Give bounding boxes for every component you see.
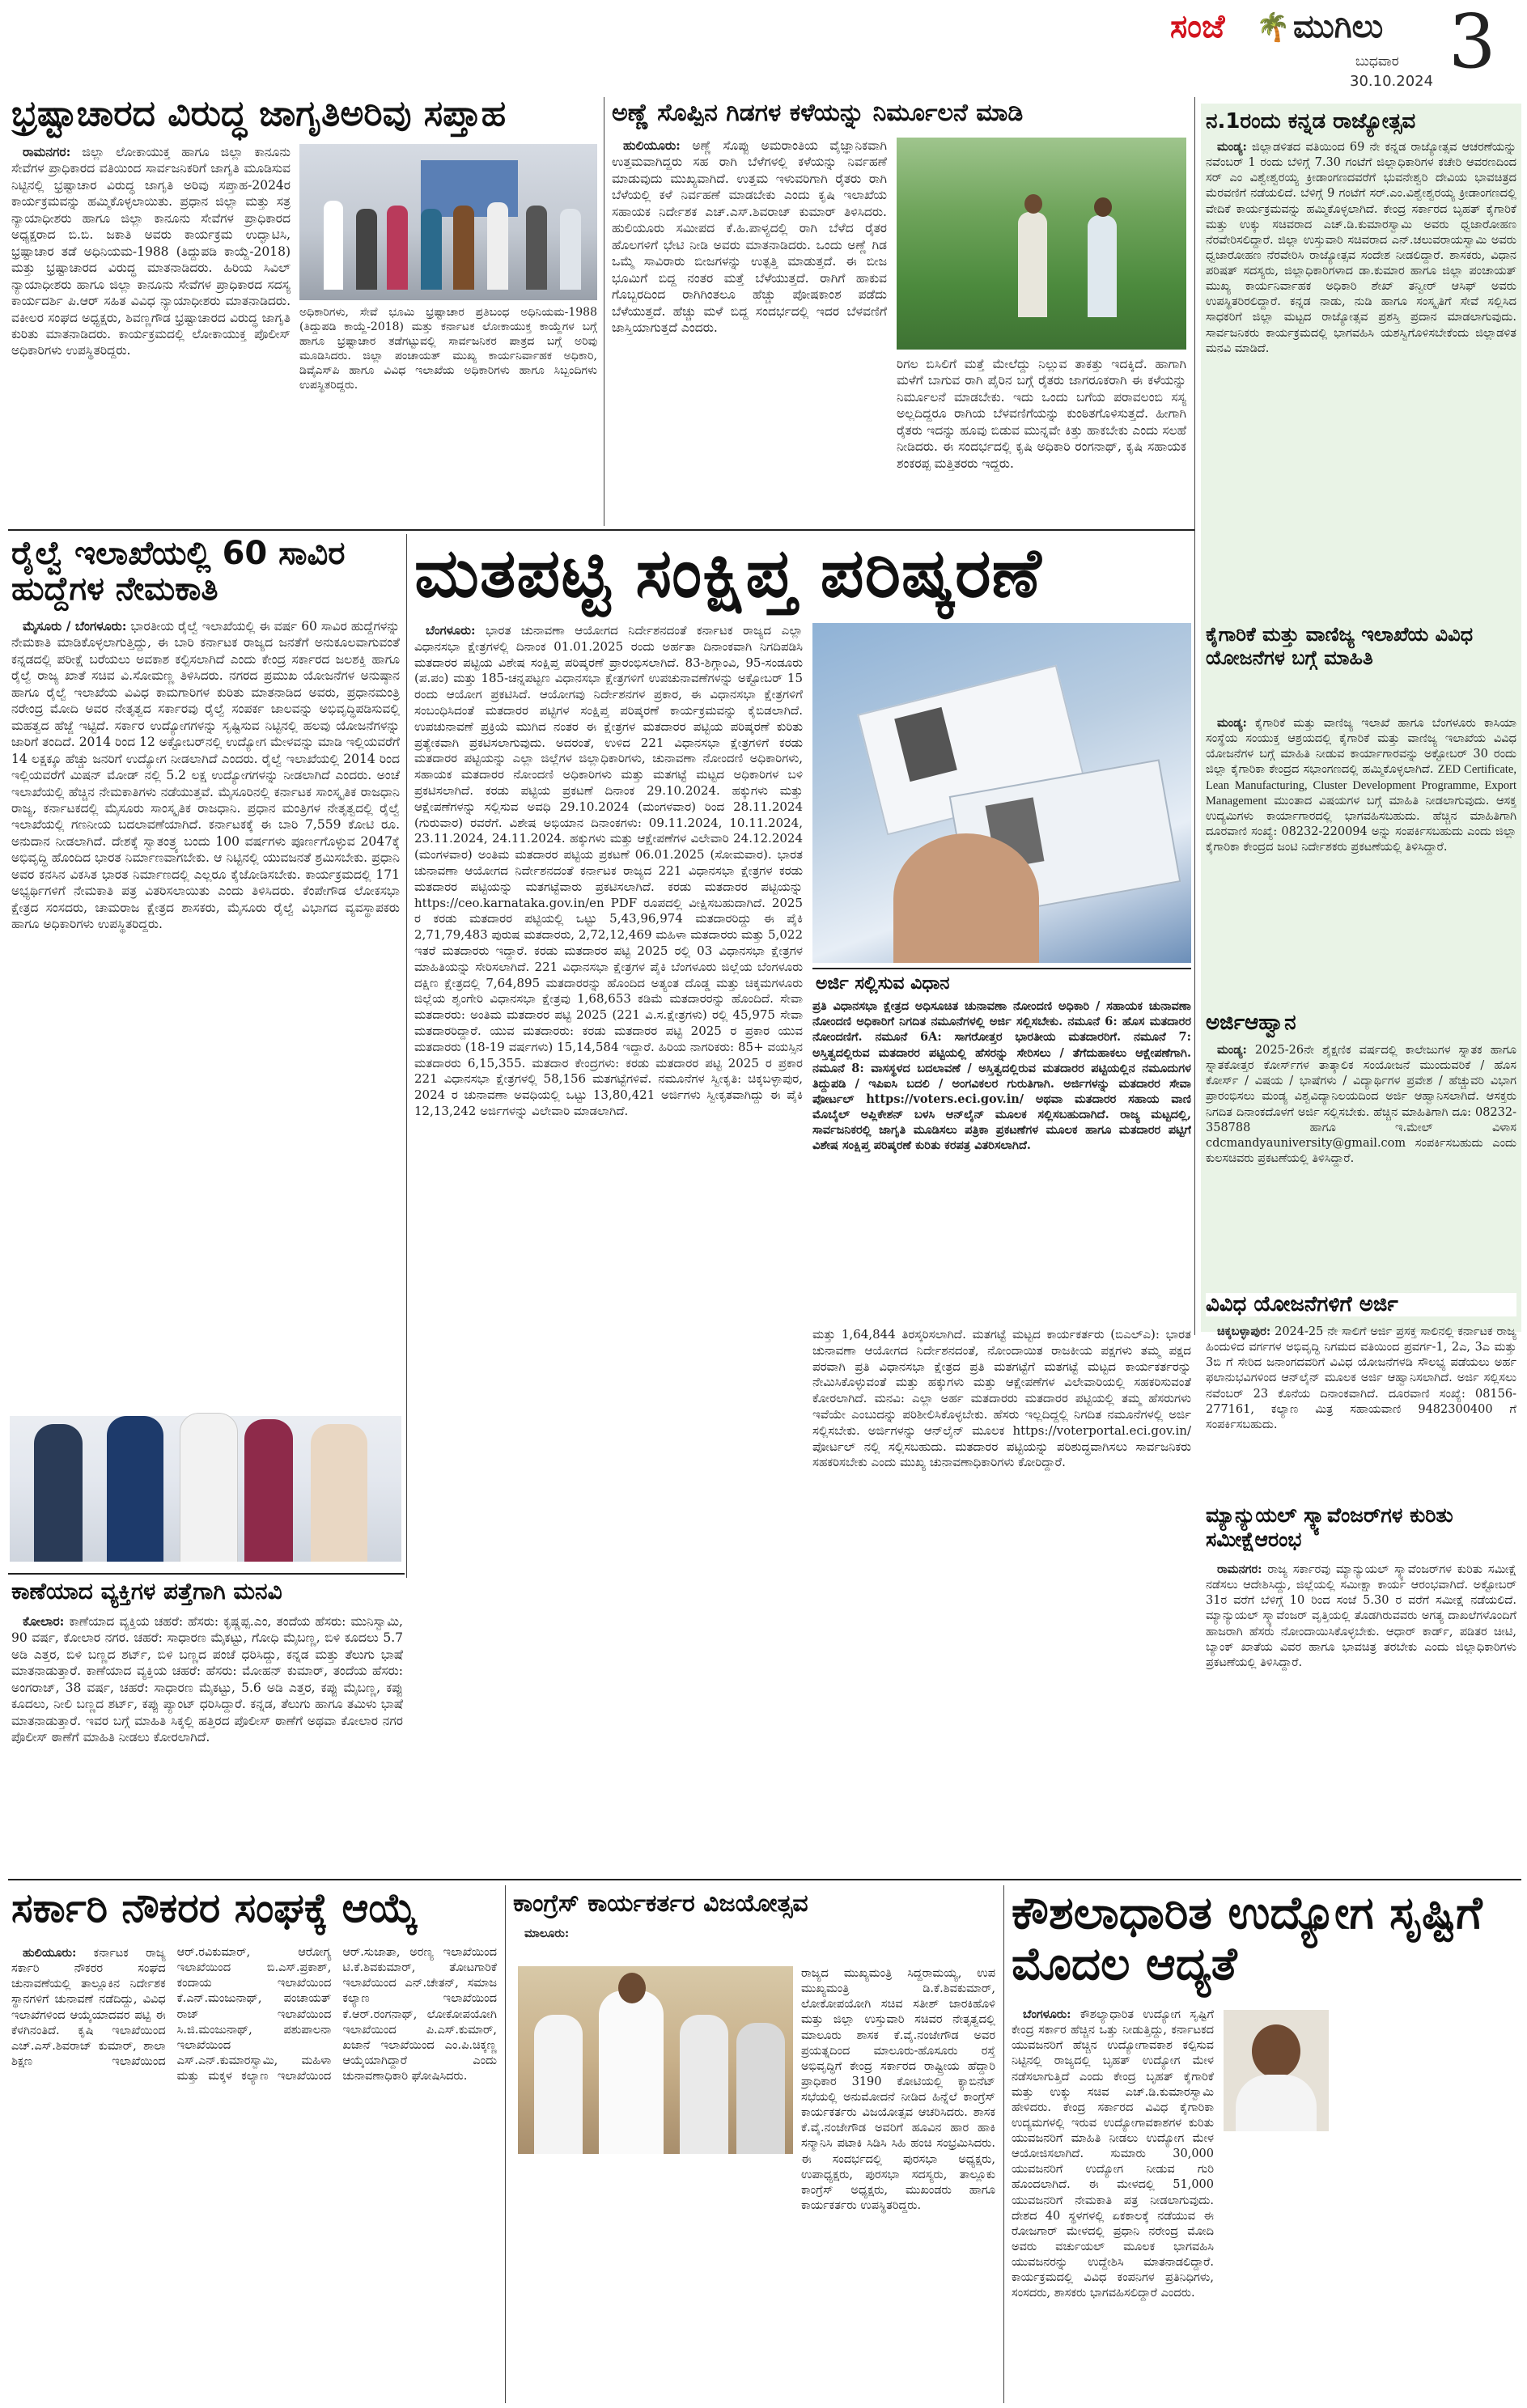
applications-body bbox=[1206, 1042, 1516, 1285]
applications-body-text: 2025-26ನೇ ಶೈಕ್ಷಣಿಕ ವರ್ಷದಲ್ಲಿ ಕಾಲೇಜುಗಳ ಸ್ನಾತಕ ಹಾಗೂ ಸ್ನಾತಕೋತ್ತರ ಕೋರ್ಸ್‌ಗಳ ತಾತ್ಕಾಲಿಕ ಸಂಯೋಜನೆ ಮುಂದುವರಿಕೆ / ಹೊಸ ಕೋರ್ಸ್ / ವಿಷಯ / ಭಾಷೆಗಳು / ವಿದ್ಯಾರ್ಥಿಗಳ ಪ್ರವೇಶ / ಹೆಚ್ಚುವರಿ ವಿಭಾಗ ಪ್ರಾರಂಭಿಸಲು ಮಂಡ್ಯ ವಿಶ್ವವಿದ್ಯಾನಿಲಯದಿಂದ ಅರ್ಜಿ ಆಹ್ವಾನಿಸಲಾಗಿದೆ. ಆಸಕ್ತರು ನಿಗದಿತ ದಿನಾಂಕದೊಳಗೆ ಅರ್ಜಿ ಸಲ್ಲಿಸಬೇಕು. ಹೆಚ್ಚಿನ ಮಾಹಿತಿಗಾಗಿ ದೂ: 08232-358788 ಹಾಗೂ ಇ.ಮೇಲ್ ವಿಳಾಸ cdcmandyauniversity@gmail.com ಸಂಪರ್ಕಿಸಬಹುದು ಎಂದು ಕುಲಸಚಿವರು ಪ್ರಕಟಣೆಯಲ್ಲಿ ತಿಳಿಸಿದ್ದಾರೆ. bbox=[1206, 1044, 1516, 1165]
column-divider bbox=[1003, 1885, 1004, 2403]
railway-body-text: ಭಾರತೀಯ ರೈಲ್ವೆ ಇಲಾಖೆಯಲ್ಲಿ ಈ ವರ್ಷ 60 ಸಾವಿರ ಹುದ್ದೆಗಳನ್ನು ನೇಮಕಾತಿ ಮಾಡಿಕೊಳ್ಳಲಾಗುತ್ತಿದ್ದು, ಈ ಬಾರಿ ಕರ್ನಾಟಕ ರಾಜ್ಯದ ಜನತೆಗೆ ಅನುಕೂಲವಾಗುವಂತೆ ಕನ್ನಡದಲ್ಲಿ ಪರೀಕ್ಷೆ ಬರೆಯಲು ಅವಕಾಶ ಕಲ್ಪಿಸಲಾಗಿದೆ ಎಂದು ಕೇಂದ್ರ ಸರ್ಕಾರದ ಜಲಶಕ್ತಿ ಹಾಗೂ ರೈಲ್ವೆ ರಾಜ್ಯ ಖಾತೆ ಸಚಿವ ವಿ.ಸೋಮಣ್ಣ ತಿಳಿಸಿದರು. ನಗರದ ಪ್ರಮುಖ ಯೋಜನೆಗಳ ಅನುಷ್ಠಾನ ಹಾಗೂ ರೈಲ್ವೆ ಇಲಾಖೆಯ ವಿವಿಧ ಕಾಮಗಾರಿಗಳ ಕುರಿತು ಮಾತನಾಡಿದ ಅವರು, ಪ್ರಧಾನಮಂತ್ರಿ ನರೇಂದ್ರ ಮೋದಿ ಅವರ ನೇತೃತ್ವದ ಸರ್ಕಾರವು ರೈಲ್ವೆ ಸಂಪರ್ಕ ಜಾಲವನ್ನು ಅಭಿವೃದ್ಧಿಪಡಿಸುವಲ್ಲಿ ಮಹತ್ವದ ಹೆಜ್ಜೆ ಇಟ್ಟಿದೆ. ಸರ್ಕಾರ ಉದ್ಯೋಗಗಳನ್ನು ಸೃಷ್ಟಿಸುವ ನಿಟ್ಟಿನಲ್ಲಿ ಹಲವು ಯೋಜನೆಗಳನ್ನು ಜಾರಿಗೆ ತಂದಿದೆ. 2014 ರಿಂದ 12 ಅಕ್ಟೋಬರ್‌ನಲ್ಲಿ ಉದ್ಯೋಗ ಮೇಳವನ್ನು ಮಾಡಿ ಇಲ್ಲಿಯವರೆಗೆ 14 ಲಕ್ಷಕ್ಕೂ ಹೆಚ್ಚು ಜನರಿಗೆ ಉದ್ಯೋಗ ನೀಡಲಾಗಿದೆ ಎಂದರು. ರೈಲ್ವೆ ಇಲಾಖೆಯಲ್ಲಿ 2014 ರಿಂದ ಇಲ್ಲಿಯವರೆಗೆ ಮಿಷನ್ ಮೋಡ್ ನಲ್ಲಿ 5.2 ಲಕ್ಷ ಉದ್ಯೋಗಗಳನ್ನು ನೀಡಲಾಗಿದೆ ಎಂದರು. ಅಂಚೆ ಇಲಾಖೆಯಲ್ಲಿ ಹೆಚ್ಚಿನ ನೇಮಕಾತಿಗಳು ನಡೆಯುತ್ತವೆ. ಮೈಸೂರಿನಲ್ಲಿ ಕರ್ನಾಟಕ ಸಾಂಸ್ಕೃತಿಕ ರಾಜಧಾನಿ ರಾಜ್ಯ, ಕರ್ನಾಟಕದಲ್ಲಿ ಮೈಸೂರು ಸಾಂಸ್ಕೃತಿಕ ರಾಜಧಾನಿ. ಪ್ರಧಾನ ಮಂತ್ರಿಗಳ ನೇತೃತ್ವದಲ್ಲಿ ರೈಲ್ವೆ ಇಲಾಖೆಯಲ್ಲಿ ಗಣನೀಯ ಬದಲಾವಣೆಯಾಗಿದೆ. ಕರ್ನಾಟಕಕ್ಕೆ ಈ ಬಾರಿ 7,559 ಕೋಟಿ ರೂ. ಅನುದಾನ ನೀಡಲಾಗಿದೆ. ದೇಶಕ್ಕೆ ಸ್ವಾತಂತ್ರ್ಯ ಬಂದು 100 ವರ್ಷಗಳು ಪೂರ್ಣಗೊಳ್ಳುವ 2047ಕ್ಕೆ ಅಭಿವೃದ್ಧಿ ಹೊಂದಿದ ಭಾರತ ನಿರ್ಮಾಣವಾಗಬೇಕು. ಆ ನಿಟ್ಟಿನಲ್ಲಿ ಯುವಜನತೆ ಶ್ರಮಿಸಬೇಕು. ಪ್ರಧಾನಿ ಅವರ ಕನಸಿನ ವಿಕಸಿತ ಭಾರತ ನಿರ್ಮಾಣದಲ್ಲಿ ಎಲ್ಲರೂ ಕೈಜೋಡಿಸಬೇಕು. ಕಾರ್ಯಕ್ರಮದಲ್ಲಿ 171 ಅಭ್ಯರ್ಥಿಗಳಿಗೆ ನೇಮಕಾತಿ ಪತ್ರ ವಿತರಿಸಲಾಯಿತು ಎಂದು ತಿಳಿಸಿದರು. ಕೆಂಪೇಗೌಡ ಲೋಕಸಭಾ ಕ್ಷೇತ್ರದ ಸಂಸದರು, ಚಾಮರಾಜ ಕ್ಷೇತ್ರದ ಶಾಸಕರು, ಮೈಸೂರು ರೈಲ್ವೆ ವಿಭಾಗದ ವ್ಯವಸ್ಥಾಪಕರು ಹಾಗೂ ಅಧಿಕಾರಿಗಳು ಉಪಸ್ಥಿತರಿದ್ದರು. bbox=[11, 619, 400, 932]
skills-body-text: ಕೌಶಲ್ಯಾಧಾರಿತ ಉದ್ಯೋಗ ಸೃಷ್ಟಿಗೆ ಕೇಂದ್ರ ಸರ್ಕಾರ ಹೆಚ್ಚಿನ ಒತ್ತು ನೀಡುತ್ತಿದ್ದು, ಕರ್ನಾಟಕದ ಯುವಜನರಿಗೆ ಹೆಚ್ಚಿನ ಉದ್ಯೋಗಾವಕಾಶ ಕಲ್ಪಿಸುವ ನಿಟ್ಟಿನಲ್ಲಿ ರಾಜ್ಯದಲ್ಲಿ ಬೃಹತ್ ಉದ್ಯೋಗ ಮೇಳ ನಡೆಸಲಾಗುತ್ತಿದೆ ಎಂದು ಕೇಂದ್ರ ಬೃಹತ್ ಕೈಗಾರಿಕೆ ಮತ್ತು ಉಕ್ಕು ಸಚಿವ ಎಚ್.ಡಿ.ಕುಮಾರಸ್ವಾಮಿ ಹೇಳಿದರು. ಕೇಂದ್ರ ಸರ್ಕಾರದ ವಿವಿಧ ಕೈಗಾರಿಕಾ ಉದ್ಯಮಗಳಲ್ಲಿ ಇರುವ ಉದ್ಯೋಗಾವಕಾಶಗಳ ಕುರಿತು ಯುವಜನರಿಗೆ ಮಾಹಿತಿ ನೀಡಲು ಉದ್ಯೋಗ ಮೇಳ ಆಯೋಜಿಸಲಾಗಿದೆ. ಸುಮಾರು 30,000 ಯುವಜನರಿಗೆ ಉದ್ಯೋಗ ನೀಡುವ ಗುರಿ ಹೊಂದಲಾಗಿದೆ. ಈ ಮೇಳದಲ್ಲಿ 51,000 ಯುವಜನರಿಗೆ ನೇಮಕಾತಿ ಪತ್ರ ನೀಡಲಾಗುವುದು. ದೇಶದ 40 ಸ್ಥಳಗಳಲ್ಲಿ ಏಕಕಾಲಕ್ಕೆ ನಡೆಯುವ ಈ ರೋಜಗಾರ್ ಮೇಳದಲ್ಲಿ ಪ್ರಧಾನಿ ನರೇಂದ್ರ ಮೋದಿ ಅವರು ವರ್ಚುಯಲ್ ಮೂಲಕ ಭಾಗವಹಿಸಿ ಯುವಜನರನ್ನು ಉದ್ದೇಶಿಸಿ ಮಾತನಾಡಲಿದ್ದಾರೆ. ಕಾರ್ಯಕ್ರಮದಲ್ಲಿ ವಿವಿಧ ಕಂಪನಿಗಳ ಪ್ರತಿನಿಧಿಗಳು, ಸಂಸದರು, ಶಾಸಕರು ಭಾಗವಹಿಸಲಿದ್ದಾರೆ ಎಂದರು. bbox=[1012, 2008, 1214, 2300]
govt-employees-headline: ಸರ್ಕಾರಿ ನೌಕರರ ಸಂಘಕ್ಕೆ ಆಯ್ಕೆ bbox=[11, 1884, 418, 1931]
schemes-headline: ವಿವಿಧ ಯೋಜನೆಗಳಿಗೆ ಅರ್ಜಿ bbox=[1206, 1293, 1516, 1316]
weed-dateline: ಹುಲಿಯೂರು: bbox=[623, 138, 681, 153]
govt-employees-body bbox=[11, 1945, 497, 2398]
railway-body bbox=[11, 618, 400, 1346]
congress-dateline: ಮಾಲೂರು: bbox=[524, 1927, 570, 1940]
section-divider bbox=[8, 1879, 1521, 1880]
masthead-day: ಬುಧವಾರ bbox=[1355, 53, 1399, 70]
masthead-logo bbox=[1165, 3, 1440, 55]
congress-body-top bbox=[513, 1926, 995, 1963]
rajyotsava-headline: ನ.1ರಂದು ಕನ್ನಡ ರಾಜ್ಯೋತ್ಸವ bbox=[1206, 109, 1416, 134]
applications-headline: ಅರ್ಜಿಆಹ್ವಾನ bbox=[1206, 1011, 1296, 1035]
commerce-dateline: ಮಂಡ್ಯ: bbox=[1217, 716, 1247, 730]
voter-list-headline: ಮತಪಟ್ಟಿ ಸಂಕ್ಷಿಪ್ತ ಪರಿಷ್ಕರಣೆ bbox=[414, 533, 1042, 613]
manual-scavenger-body bbox=[1206, 1562, 1516, 1869]
column-divider bbox=[1194, 97, 1195, 1335]
voter-list-body-col3: ಮತ್ತು 1,64,844 ತಿರಸ್ಕರಿಸಲಾಗಿದೆ. ಮತಗಟ್ಟೆ ಮಟ್ಟದ ಕಾರ್ಯಕರ್ತರು (ಬಿಎಲ್‌ಎ): ಭಾರತ ಚುನಾವಣಾ ಆಯೋಗದ ನಿರ್ದೇಶನದಂತೆ, ನೋಂದಾಯಿತ ರಾಜಕೀಯ ಪಕ್ಷಗಳು ತಮ್ಮ ಪಕ್ಷದ ಪರವಾಗಿ ಪ್ರತಿ ವಿಧಾನಸಭಾ ಕ್ಷೇತ್ರದ ಪ್ರತಿ ಮತಗಟ್ಟೆಗೆ ಮತಗಟ್ಟೆ ಮಟ್ಟದ ಕಾರ್ಯಕರ್ತರನ್ನು ನೇಮಿಸಿಕೊಳ್ಳುವಂತೆ ಮತ್ತು ಹಕ್ಕುಗಳು ಮತ್ತು ಆಕ್ಷೇಪಣೆಗಳ ವಿಲೇವಾರಿಯಲ್ಲಿ ಸಹಕರಿಸುವಂತೆ ಕೋರಲಾಗಿದೆ. ಮನವಿ: ಎಲ್ಲಾ ಅರ್ಹ ಮತದಾರರು ಮತದಾರರ ಪಟ್ಟಿಯಲ್ಲಿ ತಮ್ಮ ಹೆಸರುಗಳು ಇವೆಯೇ ಎಂಬುದನ್ನು ಪರಿಶೀಲಿಸಿಕೊಳ್ಳಬೇಕು. ಹೆಸರು ಇಲ್ಲದಿದ್ದಲ್ಲಿ ನಿಗದಿತ ನಮೂನೆಗಳಲ್ಲಿ ಅರ್ಜಿ ಸಲ್ಲಿಸಬೇಕು. ಅರ್ಜಿಗಳನ್ನು ಆನ್‌ಲೈನ್ ಮೂಲಕ https://voterportal.eci.gov.in/ ಪೋರ್ಟಲ್ ನಲ್ಲಿ ಸಲ್ಲಿಸಬಹುದು. ಮತದಾರರ ಪಟ್ಟಿಯನ್ನು ಪರಿಶುದ್ಧವಾಗಿಸಲು ಸಾರ್ವಜನಿಕರು ಸಹಕರಿಸಬೇಕು ಎಂದು ಮುಖ್ಯ ಚುನಾವಣಾಧಿಕಾರಿಗಳು ಕೋರಿದ್ದಾರೆ. bbox=[812, 1327, 1191, 1470]
rajyotsava-body bbox=[1206, 139, 1516, 617]
corruption-dateline: ರಾಮನಗರ: bbox=[23, 144, 71, 159]
commerce-body-text: ಕೈಗಾರಿಕೆ ಮತ್ತು ವಾಣಿಜ್ಯ ಇಲಾಖೆ ಹಾಗೂ ಬೆಂಗಳೂರು ಕಾಸಿಯಾ ಸಂಸ್ಥೆಯ ಸಂಯುಕ್ತ ಆಶ್ರಯದಲ್ಲಿ ಕೈಗಾರಿಕೆ ಮತ್ತು ವಾಣಿಜ್ಯ ಇಲಾಖೆಯ ವಿವಿಧ ಯೋಜನೆಗಳ ಬಗ್ಗೆ ಮಾಹಿತಿ ನೀಡುವ ಕಾರ್ಯಾಗಾರವನ್ನು ಅಕ್ಟೋಬರ್ 30 ರಂದು ಜಿಲ್ಲಾ ಕೈಗಾರಿಕಾ ಕೇಂದ್ರದ ಸಭಾಂಗಣದಲ್ಲಿ ಹಮ್ಮಿಕೊಳ್ಳಲಾಗಿದೆ. bbox=[1206, 717, 1516, 777]
manual-scavenger-headline: ಮ್ಯಾನ್ಯುಯಲ್ ಸ್ಕ್ಯಾವೆಂಜರ್‌ಗಳ ಕುರಿತು ಸಮೀಕ್ಷೆಆರಂಭ bbox=[1206, 1503, 1453, 1551]
skills-headline: ಕೌಶಲಾಧಾರಿತ ಉದ್ಯೋಗ ಸೃಷ್ಟಿಗೆ ಮೊದಲ ಆದ್ಯತೆ bbox=[1012, 1887, 1482, 1990]
weed-body bbox=[612, 138, 887, 524]
manual-scavenger-body-text: ರಾಜ್ಯ ಸರ್ಕಾರವು ಮ್ಯಾನ್ಯುಯಲ್ ಸ್ಕ್ಯಾವೆಂಜರ್‌ಗಳ ಕುರಿತು ಸಮೀಕ್ಷೆ ನಡೆಸಲು ಆದೇಶಿಸಿದ್ದು, ಜಿಲ್ಲೆಯಲ್ಲಿ ಸಮೀಕ್ಷಾ ಕಾರ್ಯ ಆರಂಭವಾಗಿದೆ. ಅಕ್ಟೋಬರ್ 31ರ ವರೆಗೆ ಬೆಳಿಗ್ಗೆ 10 ರಿಂದ ಸಂಜೆ 5.30 ರ ವರೆಗೆ ಸಮೀಕ್ಷೆ ನಡೆಯಲಿದೆ. ಮ್ಯಾನ್ಯುಯಲ್ ಸ್ಕ್ಯಾವೆಂಜರ್ ವೃತ್ತಿಯಲ್ಲಿ ತೊಡಗಿರುವವರು ಅಗತ್ಯ ದಾಖಲೆಗಳೊಂದಿಗೆ ಹಾಜರಾಗಿ ಹೆಸರು ನೋಂದಾಯಿಸಿಕೊಳ್ಳಬೇಕು. ಆಧಾರ್ ಕಾರ್ಡ್, ಪಡಿತರ ಚೀಟಿ, ಬ್ಯಾಂಕ್ ಖಾತೆಯ ವಿವರ ಹಾಗೂ ಭಾವಚಿತ್ರ ತರಬೇಕು ಎಂದು ಜಿಲ್ಲಾಧಿಕಾರಿಗಳು ಪ್ರಕಟಣೆಯಲ್ಲಿ ತಿಳಿಸಿದ್ದಾರೆ. bbox=[1206, 1563, 1516, 1669]
voter-list-body-text: ಭಾರತ ಚುನಾವಣಾ ಆಯೋಗದ ನಿರ್ದೇಶನದಂತೆ ಕರ್ನಾಟಕ ರಾಜ್ಯದ ಎಲ್ಲಾ ವಿಧಾನಸಭಾ ಕ್ಷೇತ್ರಗಳಲ್ಲಿ ದಿನಾಂಕ 01.01.2025 ರಂದು ಅರ್ಹತಾ ದಿನಾಂಕವಾಗಿ ನಿಗದಿಪಡಿಸಿ ಮತದಾರರ ಪಟ್ಟಿಯ ವಿಶೇಷ ಸಂಕ್ಷಿಪ್ತ ಪರಿಷ್ಕರಣೆ ಪ್ರಾರಂಭಿಸಲಾಗಿದೆ. 83-ಶಿಗ್ಗಾಂವಿ, 95-ಸಂಡೂರು (ಪ.ಪಂ) ಮತ್ತು 185-ಚನ್ನಪಟ್ಟಣ ವಿಧಾನಸಭಾ ಕ್ಷೇತ್ರಗಳಿಗೆ ಉಪಚುನಾವಣೆಗಳನ್ನು ಅಕ್ಟೋಬರ್ 15 ರಂದು ಆಯೋಗ ಪ್ರಕಟಿಸಿದೆ. ಆಯೋಗವು ನಿರ್ದೇಶನಗಳ ಪ್ರಕಾರ, ಈ ವಿಧಾನಸಭಾ ಕ್ಷೇತ್ರಗಳಿಗೆ ಸಂಬಂಧಿಸಿದಂತೆ ಮತದಾರರ ಪಟ್ಟಿಗಳ ಸಂಕ್ಷಿಪ್ತ ಪರಿಷ್ಕರಣೆ ಕಾರ್ಯಕ್ರಮವನ್ನು ಕೈಬಿಡಲಾಗಿದೆ. ಉಪಚುನಾವಣೆ ಪ್ರಕ್ರಿಯೆ ಮುಗಿದ ನಂತರ ಈ ಕ್ಷೇತ್ರಗಳ ಮತದಾರರ ಪಟ್ಟಿಯ ಪರಿಷ್ಕರಣೆ ಕುರಿತು ಪ್ರತ್ಯೇಕವಾಗಿ ಪ್ರಕಟಿಸಲಾಗುವುದು. ಅದರಂತೆ, ಉಳಿದ 221 ವಿಧಾನಸಭಾ ಕ್ಷೇತ್ರಗಳಿಗೆ ಕರಡು ಮತದಾರರ ಪಟ್ಟಿಯನ್ನು ಎಲ್ಲಾ ಜಿಲ್ಲೆಗಳ ಜಿಲ್ಲಾಧಿಕಾರಿಗಳು, ಚುನಾವಣಾ ನೋಂದಣಿ ಅಧಿಕಾರಿಗಳು, ಸಹಾಯಕ ಮತದಾರರ ನೋಂದಣಿ ಅಧಿಕಾರಿಗಳು ಮತ್ತು ಮತಗಟ್ಟೆ ಮಟ್ಟದ ಅಧಿಕಾರಿಗಳ ಬಳಿ ಪ್ರಕಟಿಸಲಾಗಿದೆ. ಕರಡು ಪಟ್ಟಿಯ ಪ್ರಕಟಣೆ ದಿನಾಂಕ 29.10.2024. ಹಕ್ಕುಗಳು ಮತ್ತು ಆಕ್ಷೇಪಣೆಗಳನ್ನು ಸಲ್ಲಿಸುವ ಅವಧಿ 29.10.2024 (ಮಂಗಳವಾರ) ರಿಂದ 28.11.2024 (ಗುರುವಾರ) ರವರೆಗೆ. ವಿಶೇಷ ಅಭಿಯಾನ ದಿನಾಂಕಗಳು: 09.11.2024, 10.11.2024, 23.11.2024, 24.11.2024. ಹಕ್ಕುಗಳು ಮತ್ತು ಆಕ್ಷೇಪಣೆಗಳ ವಿಲೇವಾರಿ 24.12.2024 (ಮಂಗಳವಾರ) ಅಂತಿಮ ಮತದಾರರ ಪಟ್ಟಿಯ ಪ್ರಕಟಣೆ 06.01.2025 (ಸೋಮವಾರ). ಭಾರತ ಚುನಾವಣಾ ಆಯೋಗದ ನಿರ್ದೇಶನದಂತೆ ಕರ್ನಾಟಕ ರಾಜ್ಯದ 221 ವಿಧಾನಸಭಾ ಕ್ಷೇತ್ರಗಳ ಕರಡು ಮತದಾರರ ಪಟ್ಟಿಯನ್ನು ಮತಗಟ್ಟೆವಾರು ಪ್ರಕಟಿಸಲಾಗಿದೆ. ಕರಡು ಮತದಾರರ ಪಟ್ಟಿಯನ್ನು https://ceo.karnataka.gov.in/en PDF ರೂಪದಲ್ಲಿ ವೀಕ್ಷಿಸಬಹುದಾಗಿದೆ. 2025 ರ ಕರಡು ಮತದಾರರ ಪಟ್ಟಿಯಲ್ಲಿ ಒಟ್ಟು 5,43,96,974 ಮತದಾರರಿದ್ದು ಈ ಪೈಕಿ 2,71,79,483 ಪುರುಷ ಮತದಾರರು, 2,72,12,469 ಮಹಿಳಾ ಮತದಾರರು ಮತ್ತು 5,022 ಇತರೆ ಮತದಾರರು ಇದ್ದಾರೆ. ಕರಡು ಮತದಾರರ ಪಟ್ಟಿ 2025 ರಲ್ಲಿ 03 ವಿಧಾನಸಭಾ ಕ್ಷೇತ್ರಗಳ ಮಾಹಿತಿಯನ್ನು ಸೇರಿಸಲಾಗಿದೆ. 221 ವಿಧಾನಸಭಾ ಕ್ಷೇತ್ರಗಳ ಪೈಕಿ ಬೆಂಗಳೂರು ಜಿಲ್ಲೆಯ ಬೆಂಗಳೂರು ದಕ್ಷಿಣ ಕ್ಷೇತ್ರದಲ್ಲಿ 7,64,895 ಮತದಾರರನ್ನು ಹೊಂದಿದ ಅತ್ಯಂತ ದೊಡ್ಡ ಮತ್ತು ಚಿಕ್ಕಮಗಳೂರು ಜಿಲ್ಲೆಯ ಶೃಂಗೇರಿ ವಿಧಾನಸಭಾ ಕ್ಷೇತ್ರವು 1,68,653 ಕಡಿಮೆ ಮತದಾರರನ್ನು ಹೊಂದಿದೆ. ಸೇವಾ ಮತದಾರರು: ಅಂತಿಮ ಮತದಾರರ ಪಟ್ಟಿ 2025 (221 ವಿ.ಸ.ಕ್ಷೇತ್ರಗಳು) ರಲ್ಲಿ 45,975 ಸೇವಾ ಮತದಾರರಿದ್ದಾರೆ. ಯುವ ಮತದಾರರು: ಕರಡು ಮತದಾರರ ಪಟ್ಟಿ 2025 ರ ಪ್ರಕಾರ ಯುವ ಮತದಾರರು (18-19 ವರ್ಷಗಳು) 15,14,584 ಇದ್ದಾರೆ. ಹಿರಿಯ ನಾಗರಿಕರು: 85+ ವಯಸ್ಸಿನ ಮತದಾರರು 6,15,355. ಮತದಾರ ಕೇಂದ್ರಗಳು: ಕರಡು ಮತದಾರರ ಪಟ್ಟಿ 2025 ರ ಪ್ರಕಾರ 221 ವಿಧಾನಸಭಾ ಕ್ಷೇತ್ರಗಳಲ್ಲಿ 58,156 ಮತಗಟ್ಟೆಗಳಿವೆ. ನಮೂನೆಗಳ ಸ್ವೀಕೃತಿ: ಚಿಕ್ಕಬಳ್ಳಾಪುರ, 2024 ರ ಚುನಾವಣಾ ಅವಧಿಯಲ್ಲಿ ಒಟ್ಟು 13,80,421 ಅರ್ಜಿಗಳು ಸ್ವೀಕೃತವಾಗಿದ್ದು ಈ ಪೈಕಿ 12,13,242 ಅರ್ಜಿಗಳನ್ನು ವಿಲೇವಾರಿ ಮಾಡಲಾಗಿದೆ. bbox=[414, 623, 803, 1118]
missing-headline: ಕಾಣೆಯಾದ ವ್ಯಕ್ತಿಗಳ ಪತ್ತೆಗಾಗಿ ಮನವಿ bbox=[11, 1578, 282, 1605]
weed-body-col2: ರಿಗಲ ಬಿಸಿಲಿಗೆ ಮತ್ತೆ ಮೇಲೆದ್ದು ನಿಲ್ಲುವ ತಾಕತ್ತು ಇದಕ್ಕಿದೆ. ಹಾಗಾಗಿ ಮಳೆಗೆ ಬಾಗುವ ರಾಗಿ ಪೈರಿನ ಬಗ್ಗೆ ರೈತರು ಜಾಗರೂಕರಾಗಿ ಈ ಕಳೆಯನ್ನು ನಿರ್ಮೂಲನೆ ಮಾಡಬೇಕು. ಇದು ಒಂದು ಬಗೆಯ ಪರಾವಲಂಬಿ ಸಸ್ಯ ಅಲ್ಲದಿದ್ದರೂ ರಾಗಿಯ ಬೆಳವಣಿಗೆಯನ್ನು ಕುಂಠಿತಗೊಳಿಸುತ್ತದೆ. ಹೀಗಾಗಿ ರೈತರು ಇದನ್ನು ಹೂವು ಬಿಡುವ ಮುನ್ನವೇ ಕಿತ್ತು ಹಾಕಬೇಕು ಎಂದು ಸಲಹೆ ನೀಡಿದರು. ಈ ಸಂದರ್ಭದಲ್ಲಿ ಕೃಷಿ ಅಧಿಕಾರಿ ರಂಗನಾಥ್, ಕೃಷಿ ಸಹಾಯಕ ಶಂಕರಪ್ಪ ಮತ್ತಿತರರು ಇದ್ದರು. bbox=[897, 357, 1186, 471]
commerce-body bbox=[1206, 715, 1516, 974]
corruption-caption: ಅಧಿಕಾರಿಗಳು, ಸೇವೆ ಭೂಮಿ ಭ್ರಷ್ಟಾಚಾರ ಪ್ರತಿಬಂಧ ಅಧಿನಿಯಮ-1988 (ತಿದ್ದುಪಡಿ ಕಾಯ್ದೆ-2018) ಮತ್ತು ಕರ್ನಾಟಕ ಲೋಕಾಯುಕ್ತ ಕಾಯ್ದೆಗಳ ಬಗ್ಗೆ ಹಾಗೂ ಭ್ರಷ್ಟಾಚಾರ ತಡೆಗಟ್ಟುವಲ್ಲಿ ಸಾರ್ವಜನಿಕರ ಪಾತ್ರದ ಬಗ್ಗೆ ಅರಿವು ಮೂಡಿಸಿದರು. ಜಿಲ್ಲಾ ಪಂಚಾಯತ್ ಮುಖ್ಯ ಕಾರ್ಯನಿರ್ವಾಹಕ ಅಧಿಕಾರಿ, ಡಿವೈಎಸ್‌ಪಿ ಹಾಗೂ ವಿವಿಧ ಇಲಾಖೆಯ ಅಧಿಕಾರಿಗಳು ಹಾಗೂ ಸಿಬ್ಬಂದಿಗಳು ಉಪಸ್ಥಿತರಿದ್ದರು. bbox=[299, 306, 597, 392]
corruption-body bbox=[11, 144, 291, 523]
corruption-body-text: ಜಿಲ್ಲಾ ಲೋಕಾಯುಕ್ತ ಹಾಗೂ ಜಿಲ್ಲಾ ಕಾನೂನು ಸೇವೆಗಳ ಪ್ರಾಧಿಕಾರದ ವತಿಯಿಂದ ಸಾರ್ವಜನಿಕರಿಗೆ ಜಾಗೃತಿ ಮೂಡಿಸುವ ನಿಟ್ಟಿನಲ್ಲಿ ಭ್ರಷ್ಟಾಚಾರ ವಿರುದ್ಧ ಜಾಗೃತಿ ಅರಿವು ಸಪ್ತಾಹ-2024ರ ಕಾರ್ಯಕ್ರಮವನ್ನು ಹಮ್ಮಿಕೊಳ್ಳಲಾಯಿತು. ಪ್ರಧಾನ ಜಿಲ್ಲಾ ಮತ್ತು ಸತ್ರ ನ್ಯಾಯಾಧೀಶರು ಹಾಗೂ ಜಿಲ್ಲಾ ಕಾನೂನು ಸೇವೆಗಳ ಪ್ರಾಧಿಕಾರದ ಅಧ್ಯಕ್ಷರಾದ ಬಿ.ಬಿ. ಜಕಾತಿ ಅವರು ಕಾರ್ಯಕ್ರಮ ಉದ್ಘಾಟಿಸಿ, ಭ್ರಷ್ಟಾಚಾರ ತಡೆ ಅಧಿನಿಯಮ-1988 (ತಿದ್ದುಪಡಿ ಕಾಯ್ದೆ-2018) ಮತ್ತು ಭ್ರಷ್ಟಾಚಾರದ ವಿರುದ್ಧ ಮಾತನಾಡಿದರು. ಹಿರಿಯ ಸಿವಿಲ್ ನ್ಯಾಯಾಧೀಶರು ಹಾಗೂ ಜಿಲ್ಲಾ ಕಾನೂನು ಸೇವೆಗಳ ಪ್ರಾಧಿಕಾರದ ಸದಸ್ಯ ಕಾರ್ಯದರ್ಶಿ ಪಿ.ಆರ್ ಸಹಿತ ವಿವಿಧ ನ್ಯಾಯಾಧೀಶರು ಮಾತನಾಡಿದರು. ವಕೀಲರ ಸಂಘದ ಅಧ್ಯಕ್ಷರು, ಶಿವಣ್ಣಗೌಡ ಭ್ರಷ್ಟಾಚಾರದ ವಿರುದ್ಧ ಜಾಗೃತಿ ಕುರಿತು ಮಾತನಾಡಿದರು. ಕಾರ್ಯಕ್ರಮದಲ್ಲಿ ಲೋಕಾಯುಕ್ತ ಪೊಲೀಸ್ ಅಧಿಕಾರಿಗಳು ಉಪಸ್ಥಿತರಿದ್ದರು. bbox=[11, 145, 291, 358]
corruption-photo bbox=[299, 144, 597, 300]
voter-list-body bbox=[414, 623, 803, 1578]
congress-body: ರಾಜ್ಯದ ಮುಖ್ಯಮಂತ್ರಿ ಸಿದ್ದರಾಮಯ್ಯ, ಉಪ ಮುಖ್ಯಮಂತ್ರಿ ಡಿ.ಕೆ.ಶಿವಕುಮಾರ್, ಲೋಕೋಪಯೋಗಿ ಸಚಿವ ಸತೀಶ್ ಜಾರಕಿಹೊಳಿ ಮತ್ತು ಜಿಲ್ಲಾ ಉಸ್ತುವಾರಿ ಸಚಿವರ ನೇತೃತ್ವದಲ್ಲಿ ಮಾಲೂರು ಶಾಸಕ ಕೆ.ವೈ.ನಂಜೇಗೌಡ ಅವರ ಪ್ರಯತ್ನದಿಂದ ಮಾಲೂರು-ಹೊಸೂರು ರಸ್ತೆ ಅಭಿವೃದ್ಧಿಗೆ ಕೇಂದ್ರ ಸರ್ಕಾರದ ರಾಷ್ಟ್ರೀಯ ಹೆದ್ದಾರಿ ಪ್ರಾಧಿಕಾರ 3190 ಕೋಟಿಯಲ್ಲಿ ಕ್ಯಾಬಿನೆಟ್ ಸಭೆಯಲ್ಲಿ ಅನುಮೋದನೆ ನೀಡಿದ ಹಿನ್ನೆಲೆ ಕಾಂಗ್ರೆಸ್ ಕಾರ್ಯಕರ್ತರು ವಿಜಯೋತ್ಸವ ಆಚರಿಸಿದರು. ಶಾಸಕ ಕೆ.ವೈ.ನಂಜೇಗೌಡ ಅವರಿಗೆ ಹೂವಿನ ಹಾರ ಹಾಕಿ ಸನ್ಮಾನಿಸಿ ಪಟಾಕಿ ಸಿಡಿಸಿ ಸಿಹಿ ಹಂಚಿ ಸಂಭ್ರಮಿಸಿದರು. ಈ ಸಂದರ್ಭದಲ್ಲಿ ಪುರಸಭಾ ಅಧ್ಯಕ್ಷರು, ಉಪಾಧ್ಯಕ್ಷರು, ಪುರಸಭಾ ಸದಸ್ಯರು, ತಾಲ್ಲೂಕು ಕಾಂಗ್ರೆಸ್ ಅಧ್ಯಕ್ಷರು, ಮುಖಂಡರು ಹಾಗೂ ಕಾರ್ಯಕರ್ತರು ಉಪಸ್ಥಿತರಿದ್ದರು. bbox=[801, 1967, 995, 2212]
govt-employees-body-text: ಕರ್ನಾಟಕ ರಾಜ್ಯ ಸರ್ಕಾರಿ ನೌಕರರ ಸಂಘದ ಚುನಾವಣೆಯಲ್ಲಿ ತಾಲ್ಲೂಕಿನ ನಿರ್ದೇಶಕ ಸ್ಥಾನಗಳಿಗೆ ಚುನಾವಣೆ ನಡೆದಿದ್ದು, ವಿವಿಧ ಇಲಾಖೆಗಳಿಂದ ಆಯ್ಕೆಯಾದವರ ಪಟ್ಟಿ ಈ ಕೆಳಗಿನಂತಿದೆ. ಕೃಷಿ ಇಲಾಖೆಯಿಂದ ಎಚ್.ಎಸ್.ಶಿವರಾಜ್ ಕುಮಾರ್, ಶಾಲಾ ಶಿಕ್ಷಣ ಇಲಾಖೆಯಿಂದ ಆರ್.ರವಿಕುಮಾರ್, ಆರೋಗ್ಯ ಇಲಾಖೆಯಿಂದ ಬಿ.ಎಸ್.ಪ್ರಕಾಶ್, ಕಂದಾಯ ಇಲಾಖೆಯಿಂದ ಕೆ.ಎನ್.ಮಂಜುನಾಥ್, ಪಂಚಾಯತ್ ರಾಜ್ ಇಲಾಖೆಯಿಂದ ಸಿ.ಜಿ.ಮಂಜುನಾಥ್, ಪಶುಪಾಲನಾ ಇಲಾಖೆಯಿಂದ ಎಸ್.ಎನ್.ಕುಮಾರಸ್ವಾಮಿ, ಮಹಿಳಾ ಮತ್ತು ಮಕ್ಕಳ ಕಲ್ಯಾಣ ಇಲಾಖೆಯಿಂದ ಆರ್.ಸುಜಾತಾ, ಅರಣ್ಯ ಇಲಾಖೆಯಿಂದ ಟಿ.ಕೆ.ಶಿವಕುಮಾರ್, ತೋಟಗಾರಿಕೆ ಇಲಾಖೆಯಿಂದ ಎನ್.ಚೇತನ್, ಸಮಾಜ ಕಲ್ಯಾಣ ಇಲಾಖೆಯಿಂದ ಕೆ.ಆರ್.ರಂಗನಾಥ್, ಲೋಕೋಪಯೋಗಿ ಇಲಾಖೆಯಿಂದ ಪಿ.ಎಸ್.ಕುಮಾರ್, ಖಜಾನೆ ಇಲಾಖೆಯಿಂದ ಎಂ.ಪಿ.ಚಿಕ್ಕಣ್ಣ ಆಯ್ಕೆಯಾಗಿದ್ದಾರೆ ಎಂದು ಚುನಾವಣಾಧಿಕಾರಿ ಘೋಷಿಸಿದರು. bbox=[11, 1946, 497, 2083]
masthead bbox=[1165, 0, 1521, 94]
section-divider bbox=[8, 1573, 405, 1575]
column-divider bbox=[505, 1885, 506, 2403]
commerce-body-tail: ಮುಂತಾದ ವಿಷಯಗಳ ಬಗ್ಗೆ ಮಾಹಿತಿ ನೀಡಲಾಗುವುದು. ಆಸಕ್ತ ಉದ್ಯಮಿಗಳು ಕಾರ್ಯಾಗಾರದಲ್ಲಿ ಭಾಗವಹಿಸಬಹುದು. ಹೆಚ್ಚಿನ ಮಾಹಿತಿಗಾಗಿ ದೂರವಾಣಿ ಸಂಖ್ಯೆ: 08232-220094 ಅನ್ನು ಸಂಪರ್ಕಿಸಬಹುದು ಎಂದು ಜಿಲ್ಲಾ ಕೈಗಾರಿಕಾ ಕೇಂದ್ರದ ಜಂಟಿ ನಿರ್ದೇಶಕರು ಪ್ರಕಟಣೆಯಲ್ಲಿ ತಿಳಿಸಿದ್ದಾರೆ. bbox=[1206, 794, 1516, 854]
masthead-logo-part1: ಸಂಜೆ bbox=[1170, 8, 1225, 45]
weed-photo bbox=[897, 138, 1186, 350]
skills-portrait-photo bbox=[1224, 2010, 1329, 2131]
voter-id-photo bbox=[812, 623, 1191, 963]
applications-dateline: ಮಂಡ್ಯ: bbox=[1217, 1043, 1247, 1057]
skills-body bbox=[1012, 2007, 1214, 2395]
commerce-english-terms: ZED Certificate, Lean Manufacturing, Cluster Development Programme, Export Management bbox=[1206, 763, 1516, 808]
railway-dateline: ಮೈಸೂರು / ಬೆಂಗಳೂರು: bbox=[23, 618, 127, 634]
application-method-box bbox=[812, 968, 1191, 1319]
skills-dateline: ಬೆಂಗಳೂರು: bbox=[1023, 2007, 1071, 2021]
schemes-dateline: ಚಿಕ್ಕಬಳ್ಳಾಪುರ: bbox=[1217, 1325, 1271, 1338]
rajyotsava-body-text: ಜಿಲ್ಲಾಡಳಿತದ ವತಿಯಿಂದ 69 ನೇ ಕನ್ನಡ ರಾಜ್ಯೋತ್ಸವ ಆಚರಣೆಯನ್ನು ನವೆಂಬರ್ 1 ರಂದು ಬೆಳಿಗ್ಗೆ 7.30 ಗಂಟೆಗೆ ಜಿಲ್ಲಾಧಿಕಾರಿಗಳ ಕಚೇರಿ ಆವರಣದಿಂದ ಸರ್ ಎಂ ವಿಶ್ವೇಶ್ವರಯ್ಯ ಕ್ರೀಡಾಂಗಣದವರೆಗೆ ಭುವನೇಶ್ವರಿ ದೇವಿಯ ಭಾವಚಿತ್ರದ ಮೆರವಣಿಗೆ ನಡೆಯಲಿದೆ. ಬೆಳಿಗ್ಗೆ 9 ಗಂಟೆಗೆ ಸರ್.ಎಂ.ವಿಶ್ವೇಶ್ವರಯ್ಯ ಕ್ರೀಡಾಂಗಣದಲ್ಲಿ ವೇದಿಕೆ ಕಾರ್ಯಕ್ರಮವನ್ನು ಹಮ್ಮಿಕೊಳ್ಳಲಾಗಿದೆ. ಕೇಂದ್ರ ಸರ್ಕಾರದ ಬೃಹತ್ ಕೈಗಾರಿಕೆ ಮತ್ತು ಉಕ್ಕು ಸಚಿವರಾದ ಎಚ್.ಡಿ.ಕುಮಾರಸ್ವಾಮಿ ಅವರು ಧ್ವಜಾರೋಹಣ ನೆರವೇರಿಸಲಿದ್ದಾರೆ. ಜಿಲ್ಲಾ ಉಸ್ತುವಾರಿ ಸಚಿವರಾದ ಎನ್.ಚಲುವರಾಯಸ್ವಾಮಿ ಅವರು ಧ್ವಜಾರೋಹಣ ನೆರವೇರಿಸಿ ರಾಜ್ಯೋತ್ಸವ ಸಂದೇಶ ನೀಡಲಿದ್ದಾರೆ. ಶಾಸಕರು, ವಿಧಾನ ಪರಿಷತ್ ಸದಸ್ಯರು, ಜಿಲ್ಲಾಧಿಕಾರಿಗಳಾದ ಡಾ.ಕುಮಾರ ಹಾಗೂ ಜಿಲ್ಲಾ ಪಂಚಾಯತ್ ಮುಖ್ಯ ಕಾರ್ಯನಿರ್ವಾಹಕ ಅಧಿಕಾರಿ ಶೇಖ್ ತನ್ವೀರ್ ಆಸಿಫ್ ಅವರು ಉಪಸ್ಥಿತರಿರಲಿದ್ದಾರೆ. ಕನ್ನಡ ನಾಡು, ನುಡಿ ಹಾಗೂ ಸಂಸ್ಕೃತಿಗೆ ಸೇವೆ ಸಲ್ಲಿಸಿದ ಸಾಧಕರಿಗೆ ಜಿಲ್ಲಾ ಮಟ್ಟದ ರಾಜ್ಯೋತ್ಸವ ಪ್ರಶಸ್ತಿ ಪ್ರದಾನ ಮಾಡಲಾಗುವುದು. ಸಾರ್ವಜನಿಕರು ಕಾರ್ಯಕ್ರಮದಲ್ಲಿ ಭಾಗವಹಿಸಿ ಯಶಸ್ವಿಗೊಳಿಸಬೇಕೆಂದು ಜಿಲ್ಲಾಡಳಿತ ಮನವಿ ಮಾಡಿದೆ. bbox=[1206, 141, 1516, 355]
missing-body-text: ಕಾಣೆಯಾದ ವ್ಯಕ್ತಿಯ ಚಹರೆ: ಹೆಸರು: ಕೃಷ್ಣಪ್ಪ.ಎಂ, ತಂದೆಯ ಹೆಸರು: ಮುನಿಸ್ವಾಮಿ, 90 ವರ್ಷ, ಕೋಲಾರ ನಗರ. ಚಹರೆ: ಸಾಧಾರಣ ಮೈಕಟ್ಟು, ಗೋಧಿ ಮೈಬಣ್ಣ, ಬಿಳಿ ಕೂದಲು 5.7 ಅಡಿ ಎತ್ತರ, ಬಿಳಿ ಬಣ್ಣದ ಶರ್ಟ್, ಬಿಳಿ ಬಣ್ಣದ ಪಂಚೆ ಧರಿಸಿದ್ದು, ಕನ್ನಡ ಮತ್ತು ತೆಲುಗು ಭಾಷೆ ಮಾತನಾಡುತ್ತಾರೆ. ಕಾಣೆಯಾದ ವ್ಯಕ್ತಿಯ ಚಹರೆ: ಹೆಸರು: ಮೋಹನ್ ಕುಮಾರ್, ತಂದೆಯ ಹೆಸರು: ಅಂಗರಾಜ್, 38 ವರ್ಷ, ಚಹರೆ: ಸಾಧಾರಣ ಮೈಕಟ್ಟು, 5.6 ಅಡಿ ಎತ್ತರ, ಕಪ್ಪು ಮೈಬಣ್ಣ, ಕಪ್ಪು ಕೂದಲು, ನೀಲಿ ಬಣ್ಣದ ಶರ್ಟ್, ಕಪ್ಪು ಪ್ಯಾಂಟ್ ಧರಿಸಿದ್ದಾರೆ. ಕನ್ನಡ, ತೆಲುಗು ಹಾಗೂ ತಮಿಳು ಭಾಷೆ ಮಾತನಾಡುತ್ತಾರೆ. ಇವರ ಬಗ್ಗೆ ಮಾಹಿತಿ ಸಿಕ್ಕಲ್ಲಿ ಹತ್ತಿರದ ಪೊಲೀಸ್ ಠಾಣೆಗೆ ಅಥವಾ ಕೋಲಾರ ನಗರ ಪೊಲೀಸ್ ಠಾಣೆಗೆ ಮಾಹಿತಿ ನೀಡಲು ಕೋರಲಾಗಿದೆ. bbox=[11, 1614, 403, 1745]
commerce-headline: ಕೈಗಾರಿಕೆ ಮತ್ತು ವಾಣಿಜ್ಯ ಇಲಾಖೆಯ ವಿವಿಧ ಯೋಜನೆಗಳ ಬಗ್ಗೆ ಮಾಹಿತಿ bbox=[1206, 623, 1474, 669]
missing-body bbox=[11, 1613, 403, 1872]
page-number: 3 bbox=[1449, 0, 1496, 85]
voter-list-dateline: ಬೆಂಗಳೂರು: bbox=[426, 623, 476, 638]
manual-scavenger-dateline: ರಾಮನಗರ: bbox=[1217, 1562, 1262, 1576]
masthead-logo-part2: ಮುಗಿಲು bbox=[1293, 8, 1384, 45]
weed-headline: ಅಣ್ಣೆ ಸೊಪ್ಪಿನ ಗಿಡಗಳ ಕಳೆಯನ್ನು ನಿರ್ಮೂಲನೆ ಮಾಡಿ bbox=[612, 99, 1024, 127]
section-divider bbox=[8, 529, 1194, 531]
masthead-date: 30.10.2024 bbox=[1350, 73, 1434, 90]
application-method-body: ಪ್ರತಿ ವಿಧಾನಸಭಾ ಕ್ಷೇತ್ರದ ಅಧಿಸೂಚಿತ ಚುನಾವಣಾ ನೋಂದಣಿ ಅಧಿಕಾರಿ / ಸಹಾಯಕ ಚುನಾವಣಾ ನೋಂದಣಿ ಅಧಿಕಾರಿಗೆ ನಿಗದಿತ ನಮೂನೆಗಳಲ್ಲಿ ಅರ್ಜಿ ಸಲ್ಲಿಸಬೇಕು. ನಮೂನೆ 6: ಹೊಸ ಮತದಾರರ ನೋಂದಣಿಗೆ. ನಮೂನೆ 6A: ಸಾಗರೋತ್ತರ ಭಾರತೀಯ ಮತದಾರರಿಗೆ. ನಮೂನೆ 7: ಅಸ್ತಿತ್ವದಲ್ಲಿರುವ ಮತದಾರರ ಪಟ್ಟಿಯಲ್ಲಿ ಹೆಸರನ್ನು ಸೇರಿಸಲು / ತೆಗೆದುಹಾಕಲು ಆಕ್ಷೇಪಣೆಗಾಗಿ. ನಮೂನೆ 8: ವಾಸಸ್ಥಳದ ಬದಲಾವಣೆ / ಅಸ್ತಿತ್ವದಲ್ಲಿರುವ ಮತದಾರರ ಪಟ್ಟಿಯಲ್ಲಿನ ನಮೂದುಗಳ ತಿದ್ದುಪಡಿ / ಇಪಿಐಸಿ ಬದಲಿ / ಅಂಗವಿಕಲರ ಗುರುತಿಗಾಗಿ. ಅರ್ಜಿಗಳನ್ನು ಮತದಾರರ ಸೇವಾ ಪೋರ್ಟಲ್ https://voters.eci.gov.in/ ಅಥವಾ ಮತದಾರರ ಸಹಾಯ ವಾಣಿ ಮೊಬೈಲ್ ಅಪ್ಲಿಕೇಶನ್ ಬಳಸಿ ಆನ್‌ಲೈನ್ ಮೂಲಕ ಸಲ್ಲಿಸಬಹುದಾಗಿದೆ. ರಾಜ್ಯ ಮಟ್ಟದಲ್ಲಿ, ಸಾರ್ವಜನಿಕರಲ್ಲಿ ಜಾಗೃತಿ ಮೂಡಿಸಲು ಪತ್ರಿಕಾ ಪ್ರಕಟಣೆಗಳ ಮೂಲಕ ಹಾಗೂ ಮತದಾರರ ಪಟ್ಟಿಗೆ ವಿಶೇಷ ಸಂಕ್ಷಿಪ್ತ ಪರಿಷ್ಕರಣೆ ಕುರಿತು ಕರಪತ್ರ ವಿತರಿಸಲಾಗಿದೆ. bbox=[812, 999, 1191, 1153]
govt-employees-dateline: ಹುಲಿಯೂರು: bbox=[23, 1946, 77, 1960]
column-divider bbox=[406, 534, 407, 1578]
congress-photo bbox=[518, 1966, 793, 2154]
railway-headline: ರೈಲ್ವೆ ಇಲಾಖೆಯಲ್ಲಿ 60 ಸಾವಿರ ಹುದ್ದೆಗಳ ನೇಮಕಾತಿ bbox=[11, 535, 346, 608]
weed-body-text: ಅಣ್ಣೆ ಸೊಪ್ಪು ಅಮರಾಂತಿಯ ವೈಜ್ಞಾನಿಕವಾಗಿ ಉತ್ತಮವಾಗಿದ್ದರು ಸಹ ರಾಗಿ ಬೆಳೆಗಳಲ್ಲಿ ಕಳೆಯನ್ನು ನಿರ್ವಹಣೆ ಮಾಡುವುದು ಮುಖ್ಯವಾಗಿದೆ. ಉತ್ತಮ ಇಳುವರಿಗಾಗಿ ರೈತರು ರಾಗಿ ಬೆಳೆಯಲ್ಲಿ ಕಳೆ ನಿರ್ವಹಣೆ ಮಾಡಬೇಕು ಎಂದು ಕೃಷಿ ಇಲಾಖೆಯ ಸಹಾಯಕ ನಿರ್ದೇಶಕ ಎಚ್.ಎಸ್.ಶಿವರಾಜ್ ಕುಮಾರ್ ತಿಳಿಸಿದರು. ಹುಲಿಯೂರು ಸಮೀಪದ ಕೆ.ಹಿ.ಪಾಳ್ಯದಲ್ಲಿ ರಾಗಿ ಬೆಳೆದ ರೈತರ ಹೊಲಗಳಿಗೆ ಭೇಟಿ ನೀಡಿ ಅವರು ಮಾತನಾಡಿದರು. ಒಂದು ಅಣ್ಣೆ ಗಿಡ ಒಮ್ಮೆ ಸಾವಿರಾರು ಬೀಜಗಳನ್ನು ಉತ್ಪತ್ತಿ ಮಾಡುತ್ತದೆ. ಈ ಬೀಜ ಭೂಮಿಗೆ ಬಿದ್ದ ನಂತರ ಮತ್ತೆ ಬೆಳೆಯುತ್ತದೆ. ರಾಗಿಗೆ ಹಾಕುವ ಗೊಬ್ಬರದಿಂದ ರಾಗಿಗಿಂತಲೂ ಹೆಚ್ಚು ಪೋಷಕಾಂಶ ಪಡೆದು ಬೆಳೆಯುತ್ತದೆ. ಹೆಚ್ಚು ಮಳೆ ಬಿದ್ದ ಸಂದರ್ಭದಲ್ಲಿ ಇದರ ಬೆಳವಣಿಗೆ ಜಾಸ್ತಿಯಾಗುತ್ತದೆ ಎಂದರು. bbox=[612, 138, 887, 335]
schemes-body-text: 2024-25 ನೇ ಸಾಲಿಗೆ ಅರ್ಜಿ ಪ್ರಸಕ್ತ ಸಾಲಿನಲ್ಲಿ ಕರ್ನಾಟಕ ರಾಜ್ಯ ಹಿಂದುಳಿದ ವರ್ಗಗಳ ಅಭಿವೃದ್ಧಿ ನಿಗಮದ ವತಿಯಿಂದ ಪ್ರವರ್ಗ-1, 2ಎ, 3ಎ ಮತ್ತು 3ಬಿ ಗೆ ಸೇರಿದ ಜನಾಂಗದವರಿಗೆ ವಿವಿಧ ಯೋಜನೆಗಳಡಿ ಸೌಲಭ್ಯ ಪಡೆಯಲು ಅರ್ಹ ಫಲಾನುಭವಿಗಳಿಂದ ಆನ್‌ಲೈನ್ ಮೂಲಕ ಅರ್ಜಿ ಆಹ್ವಾನಿಸಲಾಗಿದೆ. ಅರ್ಜಿ ಸಲ್ಲಿಸಲು ನವೆಂಬರ್ 23 ಕೊನೆಯ ದಿನಾಂಕವಾಗಿದೆ. ದೂರವಾಣಿ ಸಂಖ್ಯೆ: 08156-277161, ಕಲ್ಯಾಣ ಮಿತ್ರ ಸಹಾಯವಾಣಿ 9482300400 ಗೆ ಸಂಪರ್ಕಿಸಬಹುದು. bbox=[1206, 1325, 1516, 1431]
railway-photo bbox=[10, 1359, 401, 1562]
missing-dateline: ಕೋಲಾರ: bbox=[23, 1613, 65, 1629]
palm-tree-icon: 🌴 bbox=[1256, 11, 1291, 44]
application-method-title: ಅರ್ಜಿ ಸಲ್ಲಿಸುವ ವಿಧಾನ bbox=[816, 973, 950, 994]
corruption-headline: ಭ್ರಷ್ಟಾಚಾರದ ವಿರುದ್ಧ ಜಾಗೃತಿಅರಿವು ಸಪ್ತಾಹ bbox=[11, 93, 507, 134]
rajyotsava-dateline: ಮಂಡ್ಯ: bbox=[1217, 140, 1247, 154]
schemes-body bbox=[1206, 1324, 1516, 1494]
congress-headline: ಕಾಂಗ್ರೆಸ್ ಕಾರ್ಯಕರ್ತರ ವಿಜಯೋತ್ಸವ bbox=[513, 1889, 808, 1918]
